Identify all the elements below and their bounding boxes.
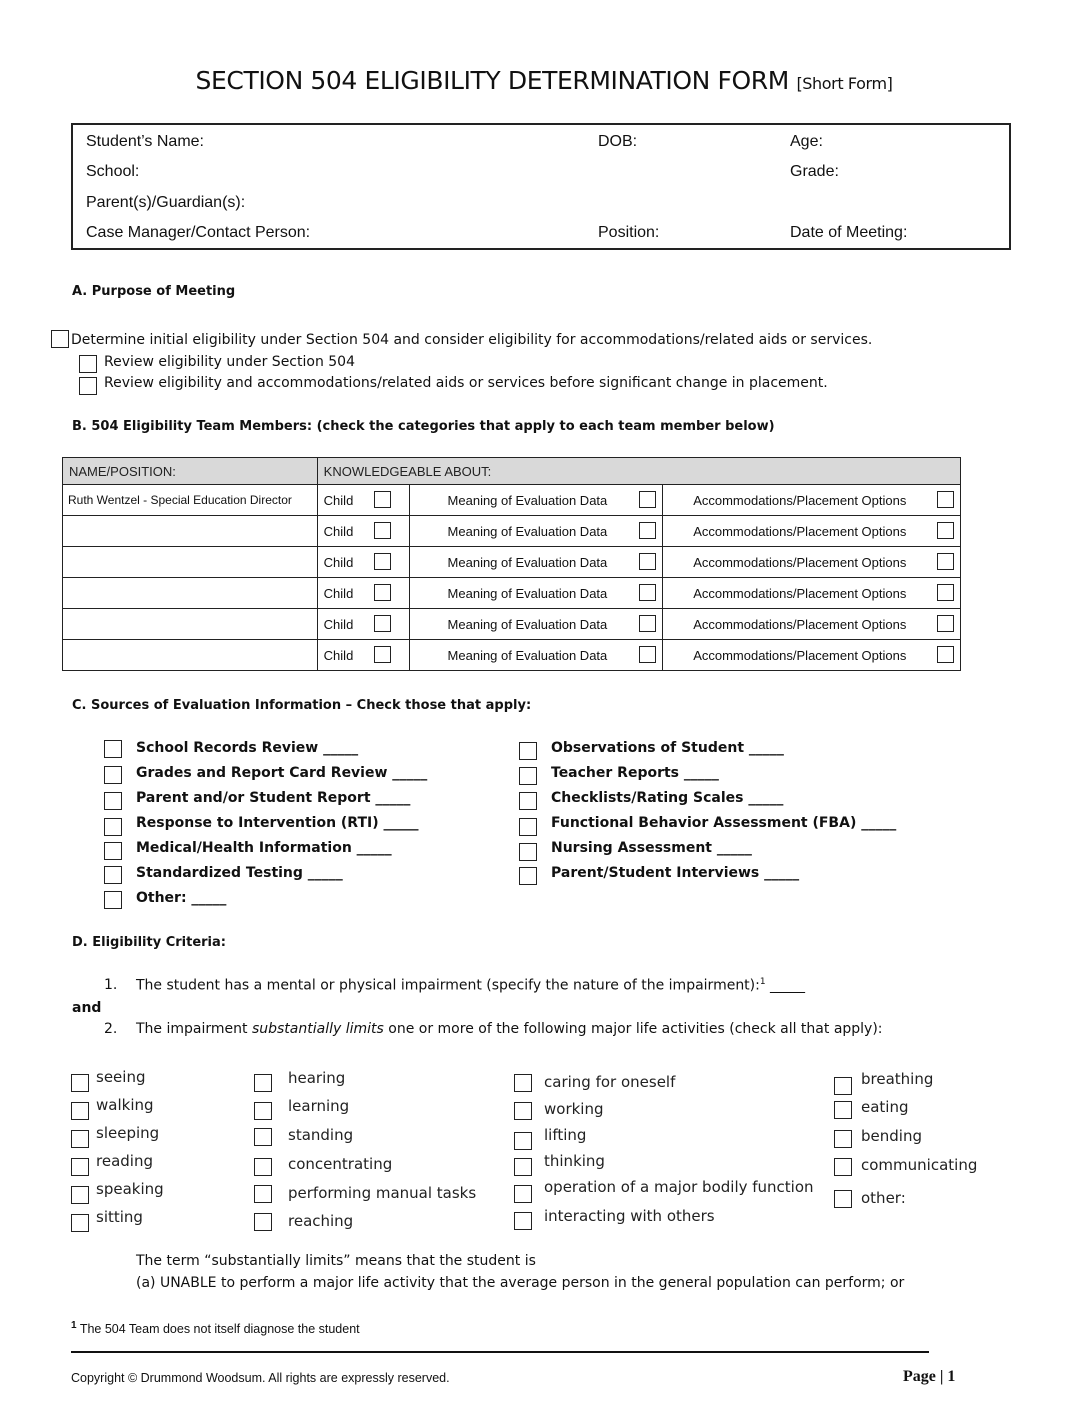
criteria-2-text — [136, 1021, 883, 1037]
activity-label: interacting with others — [544, 1207, 715, 1225]
accom-checkbox[interactable] — [937, 553, 954, 570]
activity-label: performing manual tasks — [288, 1184, 477, 1202]
activity-checkbox[interactable] — [254, 1102, 272, 1120]
accom-checkbox[interactable] — [937, 491, 954, 508]
page-number: Page | 1 — [903, 1368, 956, 1385]
accom-checkbox[interactable] — [937, 584, 954, 601]
accom-label: Accommodations/Placement Options — [693, 523, 907, 539]
activity-label: walking — [96, 1096, 154, 1114]
team-member-name[interactable] — [63, 578, 318, 609]
eval-checkbox[interactable] — [639, 646, 656, 663]
activity-label: operation of a major bodily function — [544, 1178, 814, 1196]
source-label: School Records Review _____ — [136, 740, 359, 756]
eval-checkbox[interactable] — [639, 553, 656, 570]
position-label: Position: — [598, 224, 660, 241]
source-label: Parent and/or Student Report _____ — [136, 790, 411, 806]
footnote-ref: 1 — [759, 977, 766, 987]
form-title-sub: [Short Form] — [796, 74, 893, 93]
source-checkbox[interactable] — [104, 740, 122, 758]
activity-label: standing — [288, 1126, 354, 1144]
source-checkbox[interactable] — [519, 818, 537, 836]
criteria-1-blank: _____ — [765, 977, 806, 994]
activity-label: eating — [861, 1098, 909, 1116]
source-checkbox[interactable] — [519, 867, 537, 885]
activity-checkbox[interactable] — [254, 1158, 272, 1176]
eval-checkbox[interactable] — [639, 584, 656, 601]
accom-label: Accommodations/Placement Options — [693, 616, 907, 632]
criteria-1-text — [136, 977, 805, 994]
activity-checkbox[interactable] — [254, 1074, 272, 1092]
footnote-mark: 1 — [71, 1320, 77, 1331]
team-row — [63, 485, 961, 516]
activity-label: caring for oneself — [544, 1073, 676, 1091]
accom-label: Accommodations/Placement Options — [693, 554, 907, 570]
source-checkbox[interactable] — [519, 767, 537, 785]
activity-label: concentrating — [288, 1155, 393, 1173]
source-checkbox[interactable] — [104, 792, 122, 810]
activity-label: thinking — [544, 1152, 605, 1170]
eval-label: Meaning of Evaluation Data — [447, 523, 608, 539]
activity-checkbox[interactable] — [834, 1158, 852, 1176]
activity-label: working — [544, 1100, 604, 1118]
source-checkbox[interactable] — [104, 766, 122, 784]
footer-divider — [71, 1351, 929, 1353]
source-label: Standardized Testing _____ — [136, 865, 343, 881]
term-definition: The term “substantially limits” means that the student is — [136, 1253, 536, 1269]
purpose-checkbox-initial[interactable] — [51, 330, 69, 348]
team-row — [63, 609, 961, 640]
eval-label: Meaning of Evaluation Data — [447, 647, 608, 663]
team-row — [63, 578, 961, 609]
activity-label: speaking — [96, 1180, 164, 1198]
source-label: Observations of Student _____ — [551, 740, 784, 756]
name-position-header: NAME/POSITION: — [63, 458, 318, 485]
child-label: Child — [323, 492, 354, 508]
child-label: Child — [323, 523, 354, 539]
source-label: Other: _____ — [136, 890, 227, 906]
copyright-text: Copyright © Drummond Woodsum. All rights are expressly reserved. — [71, 1371, 450, 1385]
activity-checkbox[interactable] — [71, 1186, 89, 1204]
team-member-name[interactable] — [63, 609, 318, 640]
accom-checkbox[interactable] — [937, 522, 954, 539]
activity-checkbox[interactable] — [514, 1074, 532, 1092]
activity-label: sleeping — [96, 1124, 160, 1142]
activity-checkbox[interactable] — [834, 1190, 852, 1208]
footnote — [71, 1320, 360, 1336]
activity-label: other: — [861, 1189, 906, 1207]
child-checkbox[interactable] — [374, 646, 391, 663]
source-checkbox[interactable] — [519, 843, 537, 861]
age-label: Age: — [790, 133, 823, 150]
purpose-option-initial: Determine initial eligibility under Section 504 and consider eligibility for accommodations/related aids or services. — [71, 332, 873, 348]
activity-checkbox[interactable] — [834, 1077, 852, 1095]
eval-label: Meaning of Evaluation Data — [447, 616, 608, 632]
source-label: Checklists/Rating Scales _____ — [551, 790, 784, 806]
grade-label: Grade: — [790, 163, 839, 180]
knowledgeable-about-header: KNOWLEDGEABLE ABOUT: — [317, 458, 960, 485]
source-label: Medical/Health Information _____ — [136, 840, 392, 856]
activity-checkbox[interactable] — [834, 1101, 852, 1119]
activity-checkbox[interactable] — [514, 1185, 532, 1203]
source-label: Grades and Report Card Review _____ — [136, 765, 428, 781]
activity-checkbox[interactable] — [254, 1185, 272, 1203]
eval-label: Meaning of Evaluation Data — [447, 492, 608, 508]
form-title — [0, 66, 1088, 95]
eval-label: Meaning of Evaluation Data — [447, 554, 608, 570]
eval-checkbox[interactable] — [639, 491, 656, 508]
eval-checkbox[interactable] — [639, 615, 656, 632]
source-checkbox[interactable] — [519, 742, 537, 760]
section-d-heading: D. Eligibility Criteria: — [72, 935, 226, 950]
team-row — [63, 640, 961, 671]
and-connector: and — [72, 1000, 102, 1016]
activity-label: reaching — [288, 1212, 354, 1230]
student-name-label: Student’s Name: — [86, 133, 204, 150]
team-member-name[interactable] — [63, 516, 318, 547]
parents-label: Parent(s)/Guardian(s): — [86, 194, 246, 211]
dob-label: DOB: — [598, 133, 638, 150]
activity-checkbox[interactable] — [71, 1214, 89, 1232]
term-definition-a: (a) UNABLE to perform a major life activity that the average person in the general population can perform; or — [136, 1275, 905, 1291]
child-label: Child — [323, 554, 354, 570]
child-checkbox[interactable] — [374, 522, 391, 539]
child-label: Child — [323, 585, 354, 601]
activity-checkbox[interactable] — [834, 1130, 852, 1148]
criteria-1-statement: The student has a mental or physical impairment (specify the nature of the impairment): — [136, 977, 760, 994]
source-label: Parent/Student Interviews _____ — [551, 865, 800, 881]
child-checkbox[interactable] — [374, 553, 391, 570]
source-label: Response to Intervention (RTI) _____ — [136, 815, 419, 831]
purpose-option-change: Review eligibility and accommodations/related aids or services before significant change in placement. — [104, 375, 828, 391]
team-row — [63, 516, 961, 547]
accom-label: Accommodations/Placement Options — [693, 492, 907, 508]
accom-label: Accommodations/Placement Options — [693, 647, 907, 663]
activity-checkbox[interactable] — [71, 1130, 89, 1148]
activity-checkbox[interactable] — [514, 1132, 532, 1150]
activity-label: communicating — [861, 1156, 978, 1174]
team-member-name[interactable] — [63, 547, 318, 578]
section-b-heading: B. 504 Eligibility Team Members: (check the categories that apply to each team member below) — [72, 419, 775, 434]
child-checkbox[interactable] — [374, 491, 391, 508]
activity-label: lifting — [544, 1126, 587, 1144]
activity-checkbox[interactable] — [254, 1128, 272, 1146]
date-of-meeting-label: Date of Meeting: — [790, 224, 908, 241]
activity-checkbox[interactable] — [514, 1102, 532, 1120]
criteria-2-emphasis: substantially limits — [251, 1021, 384, 1037]
source-checkbox[interactable] — [104, 866, 122, 884]
source-checkbox[interactable] — [519, 792, 537, 810]
activity-checkbox[interactable] — [71, 1074, 89, 1092]
source-label: Nursing Assessment _____ — [551, 840, 752, 856]
source-label: Functional Behavior Assessment (FBA) _____ — [551, 815, 897, 831]
footnote-text: The 504 Team does not itself diagnose the student — [79, 1322, 360, 1337]
team-member-name[interactable]: Ruth Wentzel - Special Education Director — [63, 485, 318, 516]
team-member-name[interactable] — [63, 640, 318, 671]
criteria-2-post: one or more of the following major life activities (check all that apply): — [383, 1021, 883, 1037]
source-checkbox[interactable] — [104, 818, 122, 836]
case-manager-label: Case Manager/Contact Person: — [86, 224, 311, 241]
child-label: Child — [323, 647, 354, 663]
activity-label: seeing — [96, 1068, 146, 1086]
school-label: School: — [86, 163, 140, 180]
activity-checkbox[interactable] — [254, 1213, 272, 1231]
activity-label: learning — [288, 1097, 350, 1115]
eval-checkbox[interactable] — [639, 522, 656, 539]
eval-label: Meaning of Evaluation Data — [447, 585, 608, 601]
section-c-heading: C. Sources of Evaluation Information – Check those that apply: — [72, 698, 532, 713]
child-checkbox[interactable] — [374, 615, 391, 632]
activity-label: reading — [96, 1152, 153, 1170]
activity-label: hearing — [288, 1069, 346, 1087]
child-checkbox[interactable] — [374, 584, 391, 601]
activity-checkbox[interactable] — [71, 1102, 89, 1120]
source-checkbox[interactable] — [104, 842, 122, 860]
team-table-header — [63, 458, 961, 485]
activity-checkbox[interactable] — [71, 1158, 89, 1176]
team-row — [63, 547, 961, 578]
activity-label: bending — [861, 1127, 922, 1145]
section-a-heading: A. Purpose of Meeting — [72, 284, 236, 299]
accom-checkbox[interactable] — [937, 615, 954, 632]
criteria-1-number: 1. — [104, 977, 118, 993]
accom-checkbox[interactable] — [937, 646, 954, 663]
form-title-main: SECTION 504 ELIGIBILITY DETERMINATION FORM — [195, 66, 789, 95]
purpose-checkbox-review[interactable] — [79, 355, 97, 373]
source-checkbox[interactable] — [104, 891, 122, 909]
criteria-2-pre: The impairment — [136, 1021, 252, 1037]
purpose-checkbox-change[interactable] — [79, 377, 97, 395]
purpose-option-review: Review eligibility under Section 504 — [104, 354, 355, 370]
criteria-2-number: 2. — [104, 1021, 118, 1037]
source-label: Teacher Reports _____ — [551, 765, 719, 781]
activity-label: breathing — [861, 1070, 934, 1088]
activity-checkbox[interactable] — [514, 1158, 532, 1176]
team-members-table — [62, 457, 961, 671]
activity-label: sitting — [96, 1208, 143, 1226]
accom-label: Accommodations/Placement Options — [693, 585, 907, 601]
activity-checkbox[interactable] — [514, 1212, 532, 1230]
child-label: Child — [323, 616, 354, 632]
